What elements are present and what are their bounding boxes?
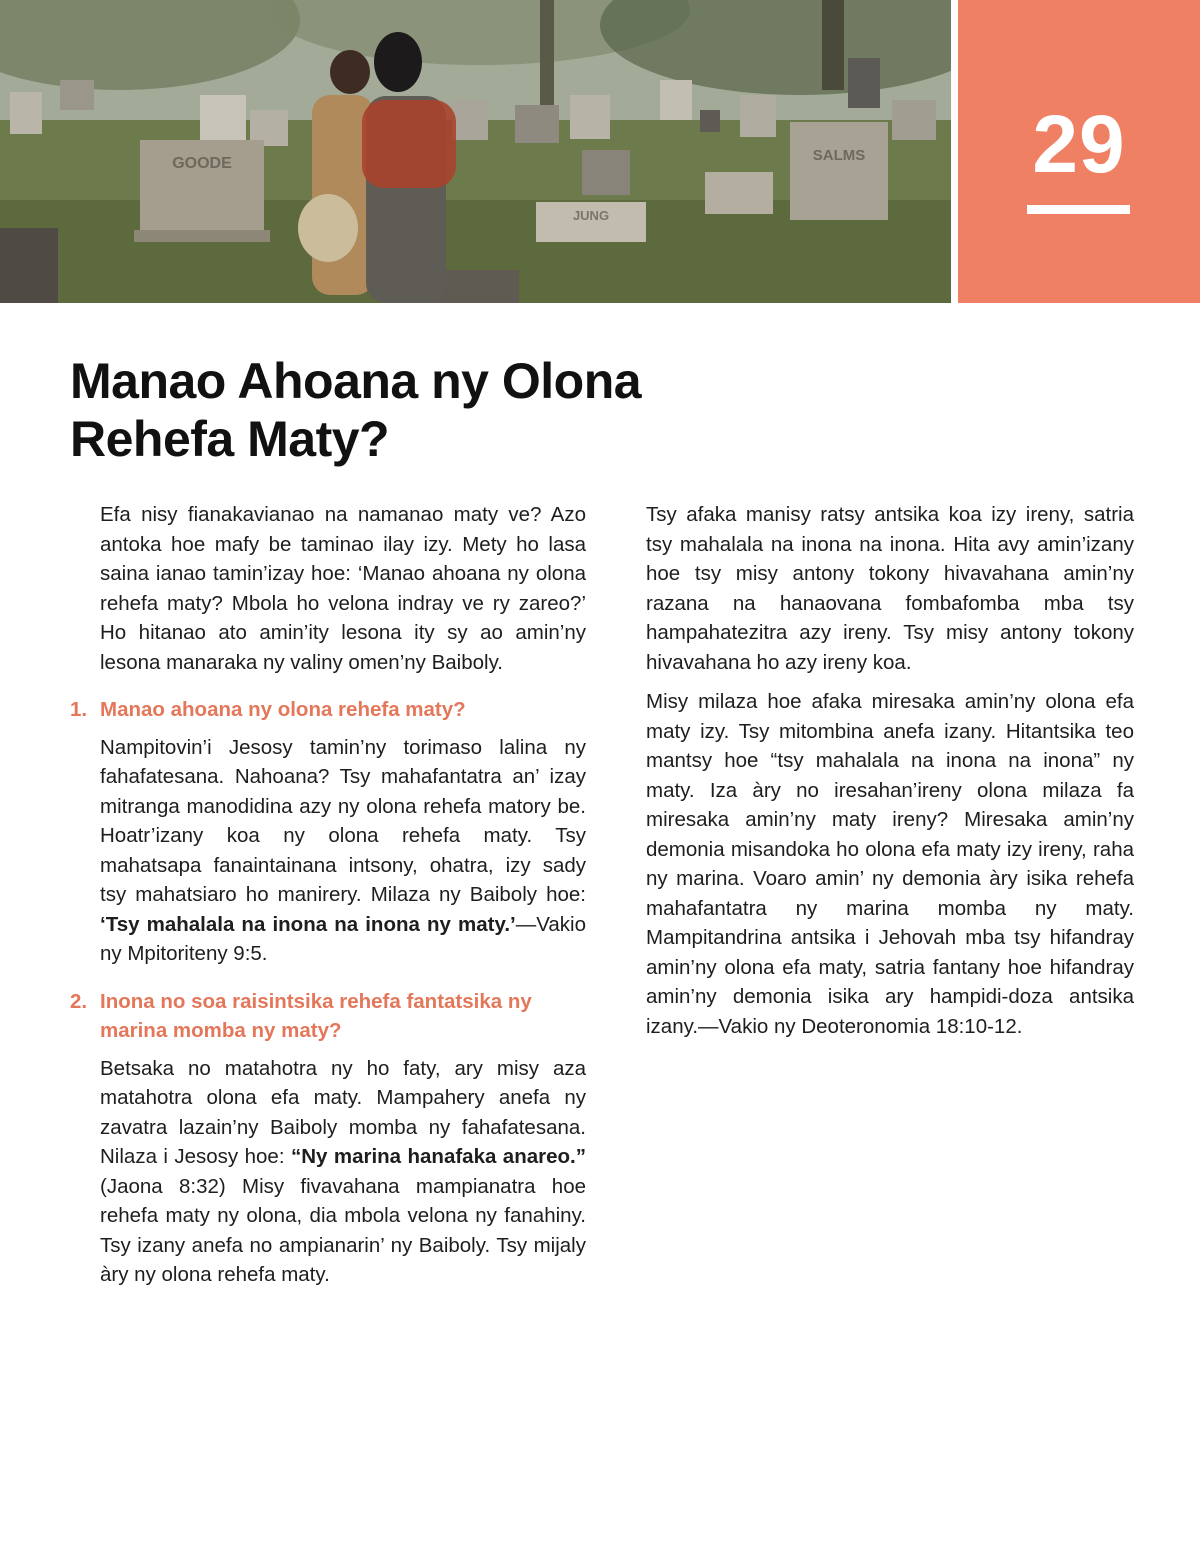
intro-paragraph: Efa nisy fianakavianao na namanao maty ve? Azo antoka hoe mafy be taminao ilay izy. Mety ho lasa saina ianao tamin’izay hoe: ‘Manao ahoana ny olona rehefa maty? Mbola ho velona indray ve ry zareo?’ Ho hitanao ato amin’ity lesona ity sy ao amin’ny lesona manaraka ny valiny omen’ny Baiboly. — [100, 503, 586, 674]
lesson-number-badge — [958, 0, 1200, 303]
page-title — [70, 352, 870, 468]
right-column — [646, 500, 1134, 1051]
answer-1-quote: ‘Tsy mahalala na inona na inona ny maty.’ — [100, 912, 516, 936]
left-column — [70, 500, 586, 1300]
question-2 — [70, 987, 586, 1046]
question-1-text: Manao ahoana ny olona rehefa maty? — [100, 698, 466, 721]
answer-2-text: Betsaka no matahotra ny ho faty, ary misy aza matahotra olona efa maty. Mampahery anefa ny zavatra lazain’ny Baiboly momba ny fahafatesana. Nilaza i Jesosy hoe: — [100, 1056, 586, 1168]
question-2-number: 2. — [70, 989, 88, 1013]
title-line-1: Manao Ahoana ny Olona — [70, 353, 642, 409]
answer-1-paragraph — [70, 733, 586, 969]
cemetery-illustration — [0, 0, 951, 303]
lesson-number: 29 — [1032, 99, 1126, 190]
answer-2-paragraph-3 — [646, 687, 1134, 1041]
header-photo — [0, 0, 951, 303]
answer-2-paragraph-3-reference: —Vakio ny Deoteronomia 18:10-12. — [698, 1014, 1023, 1038]
headstone-text-salms: SALMS — [812, 147, 866, 164]
question-1 — [70, 695, 586, 725]
answer-1-text: Nampitovin’i Jesosy tamin’ny torimaso lalina ny fahafatesana. Nahoana? Tsy mahafantatra an’ izay mitranga manodidina azy ny olona rehefa matory be. Hoatr’izany koa ny olona rehefa maty. Tsy mahatsapa fanaintainana intsony, ohatra, izy sady tsy mahatsiaro ho manirery. Milaza ny Baiboly hoe: — [100, 735, 586, 906]
answer-2-text-continued: (Jaona 8:32) Misy fivavahana mampianatra hoe rehefa maty ny olona, dia mbola velona ny fanahiny. Tsy izany anefa no ampianarin’ ny Baiboly. Tsy mijaly àry ny olona rehefa maty. — [100, 1174, 586, 1286]
headstone-text-jung: JUNG — [572, 208, 610, 223]
question-2-text: Inona no soa raisintsika rehefa fantatsika ny marina momba ny maty? — [100, 989, 532, 1042]
answer-2-paragraph-2: Tsy afaka manisy ratsy antsika koa izy ireny, satria tsy mahalala na inona na inona. Hita avy amin’izany hoe tsy misy antony tokony hivavahana amin’ny razana na hanaovana fombafomba mba tsy hampahatezitra azy ireny. Tsy misy antony tokony hivavahana ho azy ireny koa. — [646, 503, 1134, 674]
answer-1-reference: —Vakio ny Mpitoriteny 9:5. — [100, 912, 586, 965]
answer-2-quote: “Ny marina hanafaka anareo.” — [290, 1145, 586, 1168]
answer-2-paragraph-3-text: Misy milaza hoe afaka miresaka amin’ny olona efa maty izy. Tsy mitombina anefa izany. Hitantsika teo mantsy hoe “tsy mahalala na inona na inona” ny maty. Iza àry no iresahan’ireny olona milaza fa miresaka amin’ny maty ireny? Miresaka amin’ny demonia misandoka ho olona efa maty izy ireny, raha ny marina. Voaro amin’ ny demonia àry isika rehefa mahafantatra ny marina momba ny maty. Mampitandrina antsika i Jehovah mba tsy hifandray amin’ny olona efa maty, satria fantany hoe hifandray amin’ny demonia isika ary hampidi-doza antsika izany. — [646, 690, 1134, 1038]
question-1-number: 1. — [70, 698, 88, 721]
headstone-text-goode: GOODE — [172, 155, 232, 172]
lesson-number-underline — [1027, 205, 1130, 214]
title-line-2: Rehefa Maty? — [70, 411, 390, 467]
answer-2-paragraph-1 — [70, 1054, 586, 1290]
